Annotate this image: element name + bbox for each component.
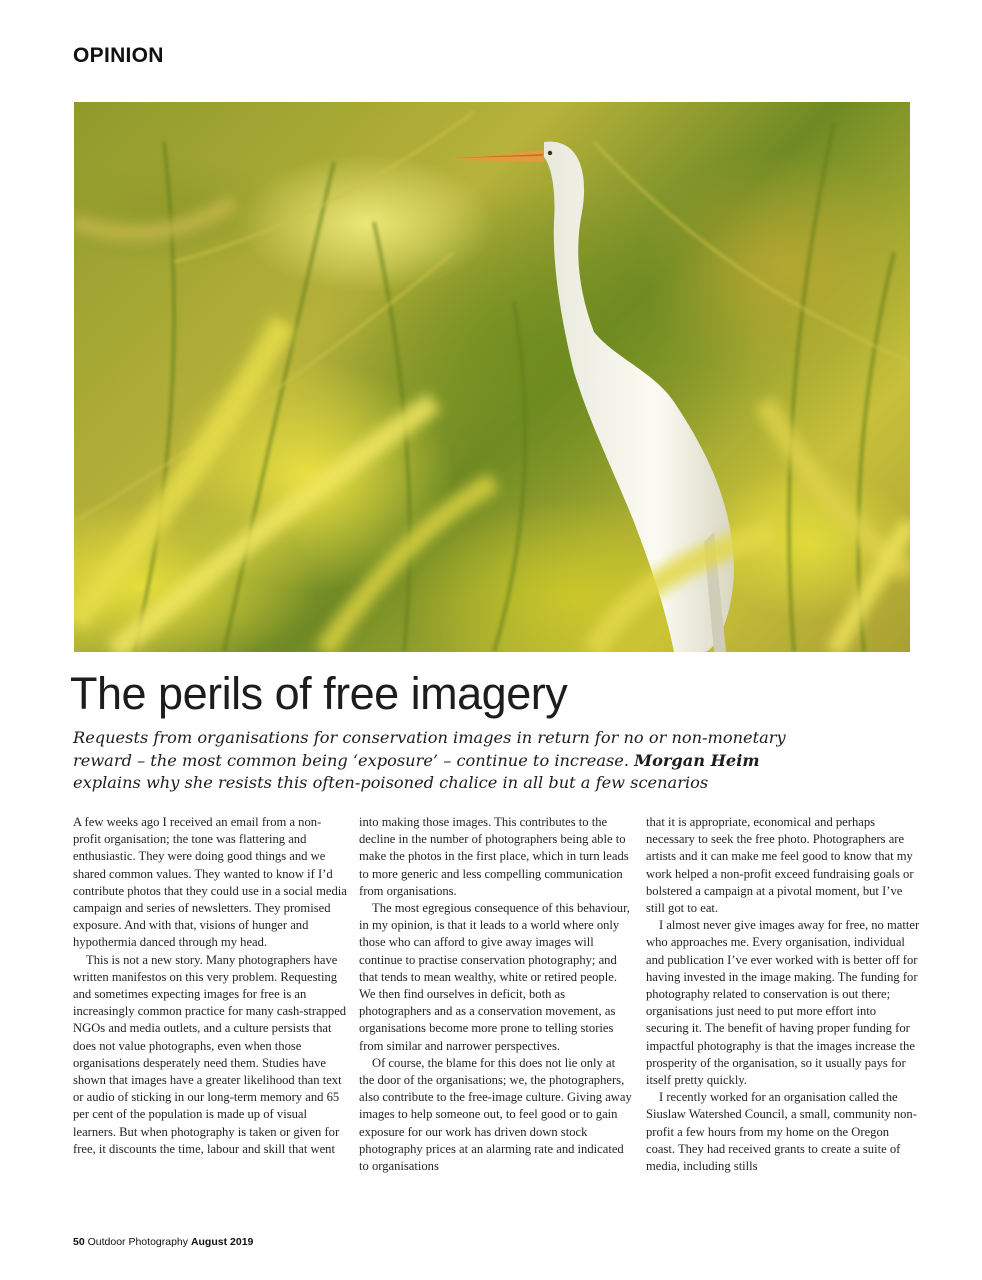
paragraph: into making those images. This contributes to the decline in the number of photographers being able to make the photos in the first place, which in turn leads to more generic and less compelling communication from organisations. xyxy=(359,815,629,898)
body-column-3 xyxy=(646,814,920,1175)
section-label: OPINION xyxy=(73,44,164,67)
body-column-1 xyxy=(73,814,347,1158)
article-headline: The perils of free imagery xyxy=(70,668,568,719)
standfirst-lead: Requests from organisations for conservation images in return for no or non-monetary reward – the most common being ‘exposure’ – continue to increase. xyxy=(73,728,786,770)
egret-illustration xyxy=(74,102,910,652)
article-standfirst xyxy=(73,727,793,795)
paragraph: A few weeks ago I received an email from a non-profit organisation; the tone was flattering and enthusiastic. They were doing good things and we shared common values. They wanted to know if I’d contribute photos that they could use in a social media campaign and series of newsletters. They promised exposure. And with that, visions of hunger and hypothermia danced through my head. xyxy=(73,815,347,950)
page-folio xyxy=(73,1236,253,1248)
body-column-2 xyxy=(359,814,633,1175)
standfirst-tail: explains why she resists this often-poisoned chalice in all but a few scenarios xyxy=(73,773,709,792)
page-number: 50 xyxy=(73,1236,85,1248)
publication-name: Outdoor Photography xyxy=(87,1236,189,1248)
paragraph: The most egregious consequence of this behaviour, in my opinion, is that it leads to a world where only those who can afford to give away images will continue to practise conservation photography; and that tends to mean wealthy, white or retired people. We then find ourselves in deficit, both as photographers and as a conservation movement, as organisations become more prone to telling stories from similar and narrower perspectives. xyxy=(359,901,630,1053)
paragraph: that it is appropriate, economical and perhaps necessary to seek the free photo. Photographers are artists and it can make me feel good to know that my work helped a non-profit exceed fundraising goals or bolstered a campaign at a pivotal moment, but I’ve still got to eat. xyxy=(646,815,914,916)
paragraph: This is not a new story. Many photographers have written manifestos on this very problem. Requesting and sometimes expecting images for free is an increasingly common practice for many cash-strapped NGOs and media outlets, and a culture persists that does not value photographs, even when those organisations desperately need them. Studies have shown that images have a greater likelihood than text or audio of sticking in our long-term memory and 65 per cent of the population is made up of visual learners. But when photography is taken or given for free, it discounts the time, labour and skill that went xyxy=(73,952,347,1156)
issue-date: August 2019 xyxy=(190,1236,254,1248)
paragraph: I almost never give images away for free, no matter who approaches me. Every organisation, individual and publication I’ve ever worked with is better off for having invested in the image making. The funding for photography related to conservation is out there; organisations just need to put more effort into securing it. The benefit of having proper funding for impactful photography is that the images increase the prosperity of the organisation, so it usually pays for itself pretty quickly. xyxy=(646,918,920,1088)
paragraph: I recently worked for an organisation called the Siuslaw Watershed Council, a small, community non-profit a few hours from my home on the Oregon coast. They had received grants to create a suite of media, including stills xyxy=(646,1090,917,1174)
egret-photo xyxy=(74,102,910,652)
paragraph: Of course, the blame for this does not lie only at the door of the organisations; we, the photographers, also contribute to the free-image culture. Giving away images to help someone out, to feel good or to gain exposure for our work has driven down stock photography prices at an alarming rate and indicated to organisations xyxy=(359,1055,632,1174)
author-name: Morgan Heim xyxy=(634,750,760,770)
